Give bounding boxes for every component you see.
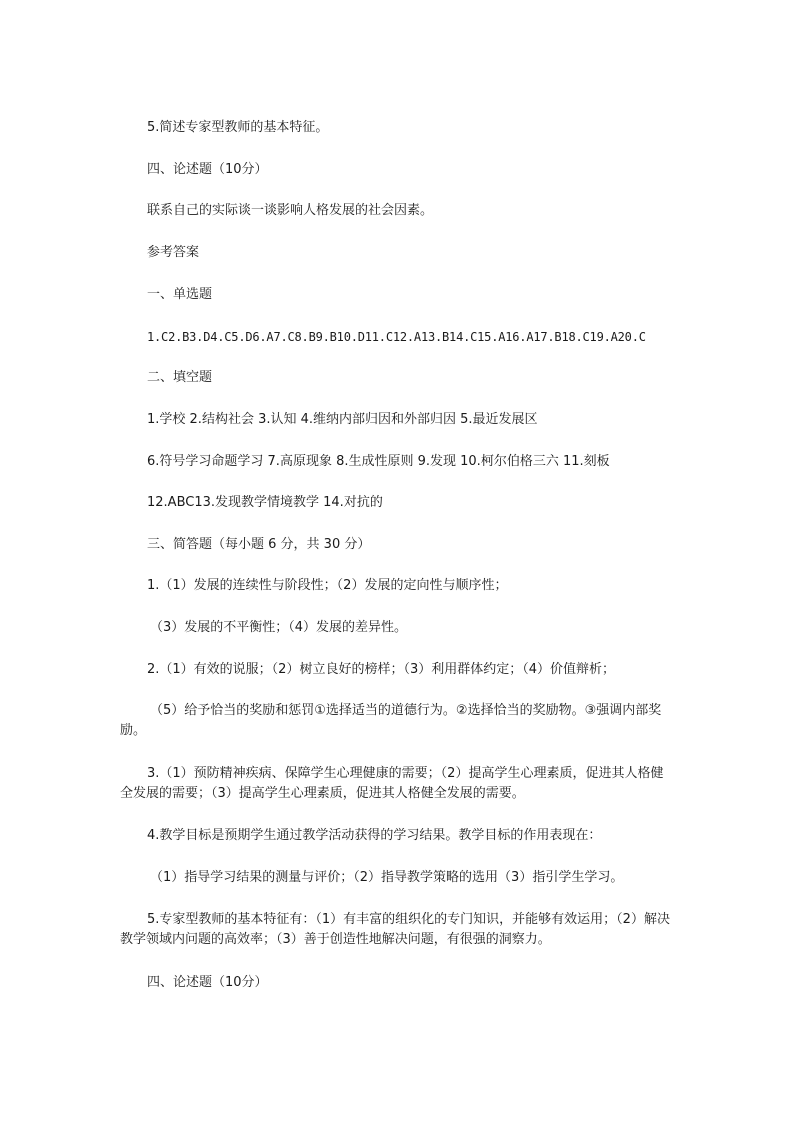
short-answer-4-line-1: 4.教学目标是预期学生通过教学活动获得的学习结果。教学目标的作用表现在： xyxy=(147,828,602,843)
question-5-text: 5.简述专家型教师的基本特征。 xyxy=(147,120,329,135)
short-answer-3: 3.（1）预防精神疾病、保障学生心理健康的需要；（2）提高学生心理素质，促进其人格健全发展的需要；（3）提高学生心理素质，促进其人格健全发展的需要。 xyxy=(120,766,664,801)
section-heading-short-answer: 三、简答题（每小题 6 分，共 30 分） xyxy=(147,537,371,552)
single-choice-answers: 1.C2.B3.D4.C5.D6.A7.C8.B9.B10.D11.C12.A13.B14.C15.A16.A17.B18.C19.A20.C xyxy=(147,330,646,344)
short-answer-4-line-2: （1）指导学习结果的测量与评价；（2）指导教学策略的选用（3）指引学生学习。 xyxy=(150,870,624,885)
section-heading-essay: 四、论述题（10分） xyxy=(147,162,268,177)
section-heading-single-choice: 一、单选题 xyxy=(147,287,213,302)
essay-question-text: 联系自己的实际谈一谈影响人格发展的社会因素。 xyxy=(147,203,434,218)
short-answer-5: 5.专家型教师的基本特征有：（1）有丰富的组织化的专门知识，并能够有效运用；（2）解决教学领域内问题的高效率；（3）善于创造性地解决问题，有很强的洞察力。 xyxy=(120,912,670,947)
short-answer-1-line-1: 1.（1）发展的连续性与阶段性；（2）发展的定向性与顺序性； xyxy=(147,578,508,593)
fill-blank-answers-1: 1.学校 2.结构社会 3.认知 4.维纳内部归因和外部归因 5.最近发展区 xyxy=(147,412,538,427)
fill-blank-answers-2: 6.符号学习命题学习 7.高原现象 8.生成性原则 9.发现 10.柯尔伯格三六 11.刻板 xyxy=(147,454,610,469)
answer-key-heading: 参考答案 xyxy=(147,245,200,260)
short-answer-2-line-2: （5）给予恰当的奖励和惩罚①选择适当的道德行为。②选择恰当的奖励物。③强调内部奖励。 xyxy=(120,703,662,738)
section-heading-essay-answer: 四、论述题（10分） xyxy=(147,975,268,990)
short-answer-1-line-2: （3）发展的不平衡性；（4）发展的差异性。 xyxy=(150,620,408,635)
section-heading-fill-blank: 二、填空题 xyxy=(147,370,213,385)
fill-blank-answers-3: 12.ABC13.发现教学情境教学 14.对抗的 xyxy=(147,495,383,510)
short-answer-2-line-1: 2.（1）有效的说服；（2）树立良好的榜样；（3）利用群体约定；（4）价值辩析； xyxy=(147,662,615,677)
